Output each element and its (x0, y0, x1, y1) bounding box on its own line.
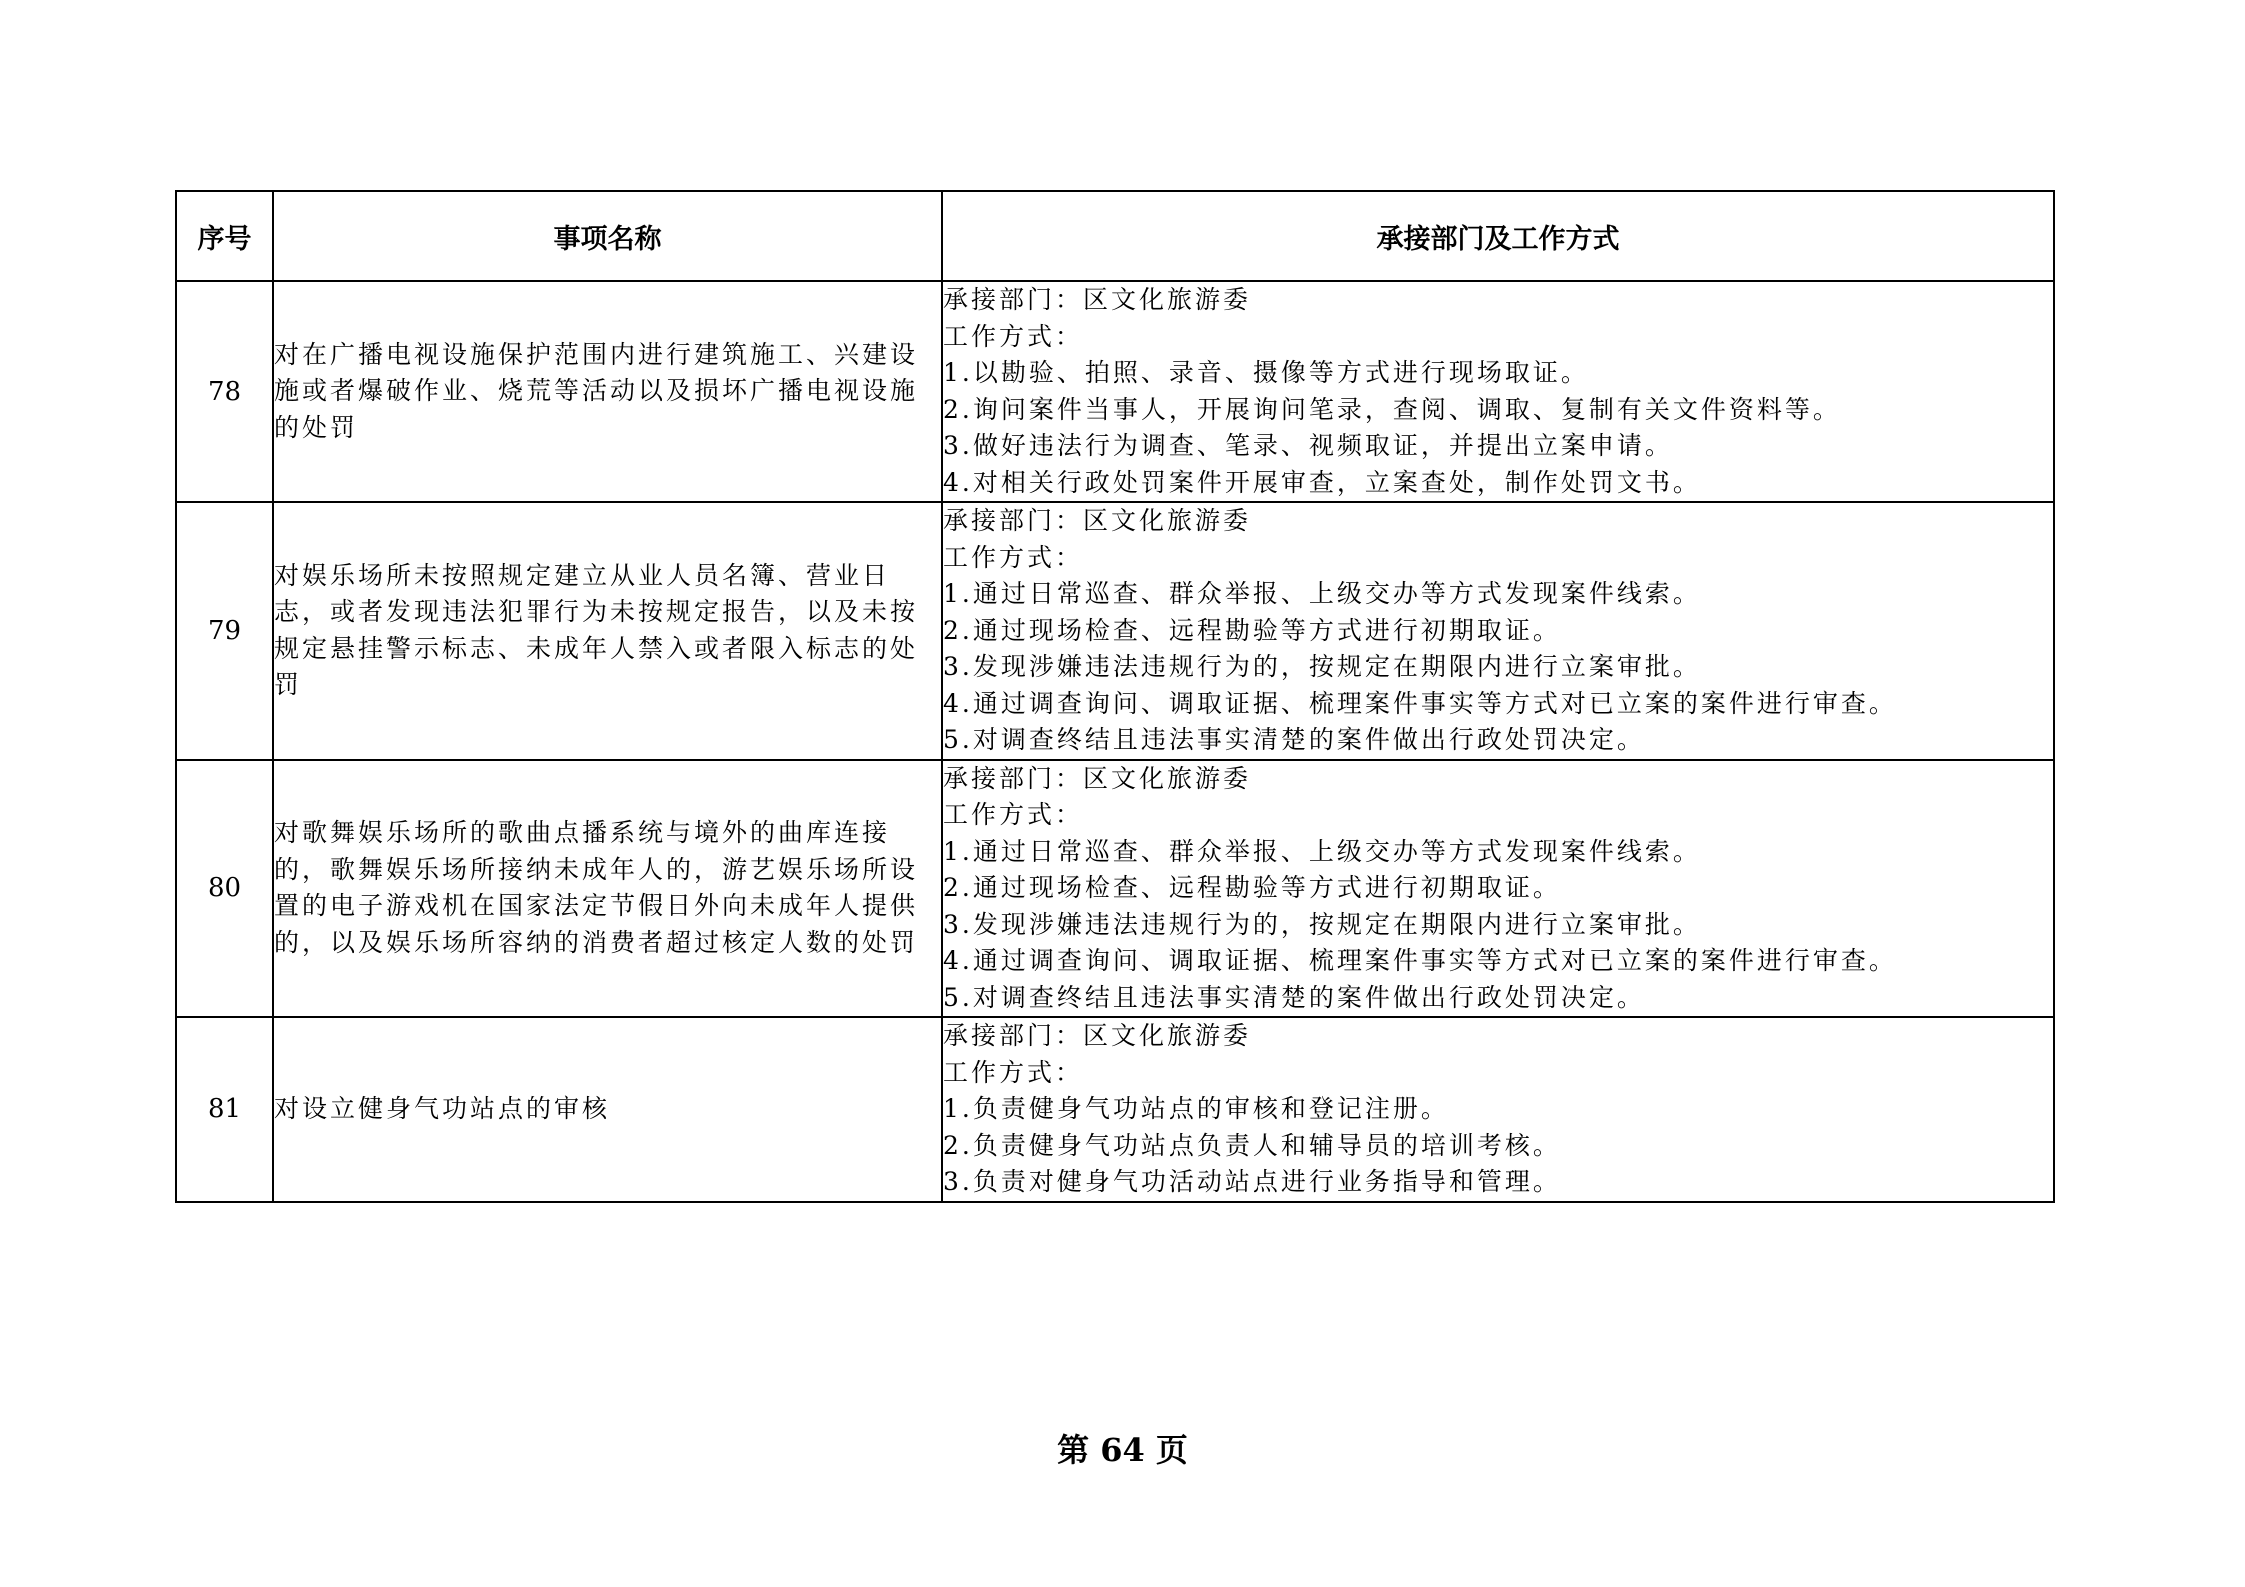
header-seq: 序号 (176, 191, 273, 281)
table-row (176, 1017, 2054, 1202)
work-line: 1.通过日常巡查、群众举报、上级交办等方式发现案件线索。 (943, 579, 1701, 608)
matters-table (175, 190, 2055, 1203)
header-dept-method: 承接部门及工作方式 (942, 191, 2054, 281)
page-number: 第 64 页 (1057, 1431, 1188, 1469)
table-row (176, 760, 2054, 1018)
work-line: 1.以勘验、拍照、录音、摄像等方式进行现场取证。 (943, 358, 1589, 387)
work-line: 4.通过调查询问、调取证据、梳理案件事实等方式对已立案的案件进行审查。 (943, 946, 1897, 975)
work-line: 1.负责健身气功站点的审核和登记注册。 (943, 1094, 1449, 1123)
work-line: 工作方式： (943, 1057, 1084, 1087)
work-line: 4.对相关行政处罚案件开展审查，立案查处，制作处罚文书。 (943, 467, 1701, 497)
item-name: 对娱乐场所未按照规定建立从业人员名簿、营业日志，或者发现违法犯罪行为未按规定报告，以及未按规定悬挂警示标志、未成年人禁入或者限入标志的处罚 (273, 502, 942, 760)
item-name: 对歌舞娱乐场所的歌曲点播系统与境外的曲库连接的，歌舞娱乐场所接纳未成年人的，游艺娱乐场所设置的电子游戏机在国家法定节假日外向未成年人提供的，以及娱乐场所容纳的消费者超过核定人数的处罚 (273, 760, 942, 1018)
work-line: 工作方式： (943, 800, 1084, 829)
dept-method-cell (942, 502, 2054, 760)
table-header-row (176, 191, 2054, 281)
work-line: 5.对调查终结且违法事实清楚的案件做出行政处罚决定。 (943, 982, 1645, 1012)
item-name: 对在广播电视设施保护范围内进行建筑施工、兴建设施或者爆破作业、烧荒等活动以及损坏广播电视设施的处罚 (273, 281, 942, 502)
work-line: 2.通过现场检查、远程勘验等方式进行初期取证。 (943, 615, 1561, 645)
work-line: 5.对调查终结且违法事实清楚的案件做出行政处罚决定。 (943, 725, 1645, 754)
item-name: 对设立健身气功站点的审核 (273, 1017, 942, 1202)
table-row (176, 281, 2054, 502)
work-line: 承接部门：区文化旅游委 (943, 506, 1252, 535)
work-line: 工作方式： (943, 542, 1084, 572)
work-line: 承接部门：区文化旅游委 (943, 1021, 1252, 1050)
work-line: 2.通过现场检查、远程勘验等方式进行初期取证。 (943, 873, 1561, 902)
header-item-name: 事项名称 (273, 191, 942, 281)
dept-method-cell (942, 760, 2054, 1018)
work-line: 2.询问案件当事人，开展询问笔录，查阅、调取、复制有关文件资料等。 (943, 394, 1841, 424)
work-line: 1.通过日常巡查、群众举报、上级交办等方式发现案件线索。 (943, 836, 1701, 866)
work-line: 3.发现涉嫌违法违规行为的，按规定在期限内进行立案审批。 (943, 909, 1701, 939)
work-line: 4.通过调查询问、调取证据、梳理案件事实等方式对已立案的案件进行审查。 (943, 688, 1897, 718)
row-number: 79 (176, 502, 273, 760)
work-line: 3.做好违法行为调查、笔录、视频取证，并提出立案申请。 (943, 431, 1673, 460)
row-number: 80 (176, 760, 273, 1018)
table-row (176, 502, 2054, 760)
dept-method-cell (942, 1017, 2054, 1202)
dept-method-cell (942, 281, 2054, 502)
work-line: 工作方式： (943, 321, 1084, 351)
row-number: 81 (176, 1017, 273, 1202)
work-line: 3.发现涉嫌违法违规行为的，按规定在期限内进行立案审批。 (943, 652, 1701, 681)
work-line: 3.负责对健身气功活动站点进行业务指导和管理。 (943, 1167, 1561, 1196)
work-line: 2.负责健身气功站点负责人和辅导员的培训考核。 (943, 1130, 1561, 1160)
work-line: 承接部门：区文化旅游委 (943, 285, 1252, 314)
row-number: 78 (176, 281, 273, 502)
work-line: 承接部门：区文化旅游委 (943, 763, 1252, 793)
